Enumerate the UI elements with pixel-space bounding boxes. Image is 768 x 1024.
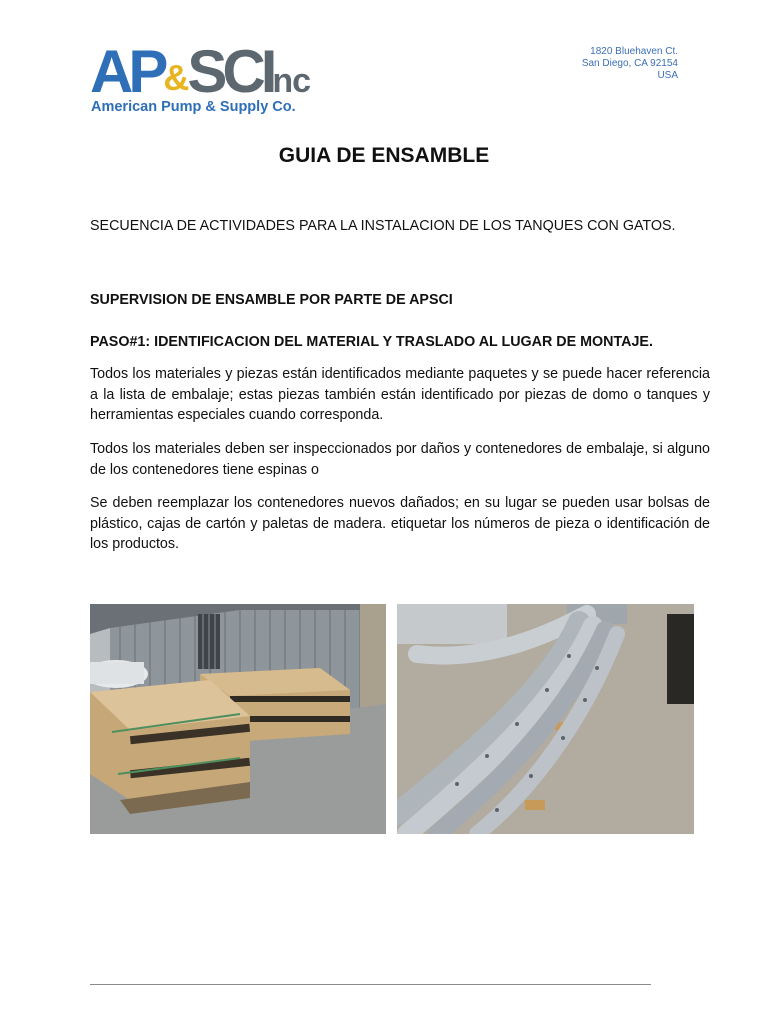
logo-inc: nc	[272, 62, 311, 100]
paragraph-materials-identified: Todos los materiales y piezas están identificados mediante paquetes y se puede hacer referencia a la lista de embalaje; estas piezas también están identificado por piezas de domo o tanques y herramientas especiales cuando corresponda.	[90, 366, 710, 423]
paragraph-replacement: Se deben reemplazar los contenedores nuevos dañados; en su lugar se pueden usar bolsas de plástico, cajas de cartón y paletas de madera. etiquetar los números de pieza o identificación de los productos.	[90, 495, 710, 552]
document-title: GUIA DE ENSAMBLE	[278, 144, 490, 167]
section-heading-supervision: SUPERVISION DE ENSAMBLE POR PARTE DE APSCI	[90, 292, 453, 308]
address-line-2: San Diego, CA 92154	[581, 58, 678, 69]
document-subtitle: SECUENCIA DE ACTIVIDADES PARA LA INSTALACION DE LOS TANQUES CON GATOS.	[90, 218, 676, 234]
logo-sci: SCI	[187, 38, 273, 105]
footer-divider	[90, 984, 651, 985]
galvanized-steel-panels-photo	[397, 604, 694, 834]
address-line-3: USA	[657, 70, 678, 81]
company-name: American Pump & Supply Co.	[91, 99, 296, 115]
logo-ap: AP	[90, 38, 164, 105]
address-line-1: 1820 Bluehaven Ct.	[590, 46, 678, 57]
company-address	[582, 46, 678, 82]
paragraph-inspection: Todos los materiales deben ser inspeccionados por daños y contenedores de embalaje, si alguno de los contenedores tiene espinas o	[90, 441, 710, 478]
company-logo	[90, 38, 311, 118]
logo-wordmark	[90, 38, 311, 105]
logo-ampersand: &	[163, 57, 188, 98]
section-heading-step1: PASO#1: IDENTIFICACION DEL MATERIAL Y TRASLADO AL LUGAR DE MONTAJE.	[90, 334, 653, 350]
crated-pallets-photo	[90, 604, 386, 834]
